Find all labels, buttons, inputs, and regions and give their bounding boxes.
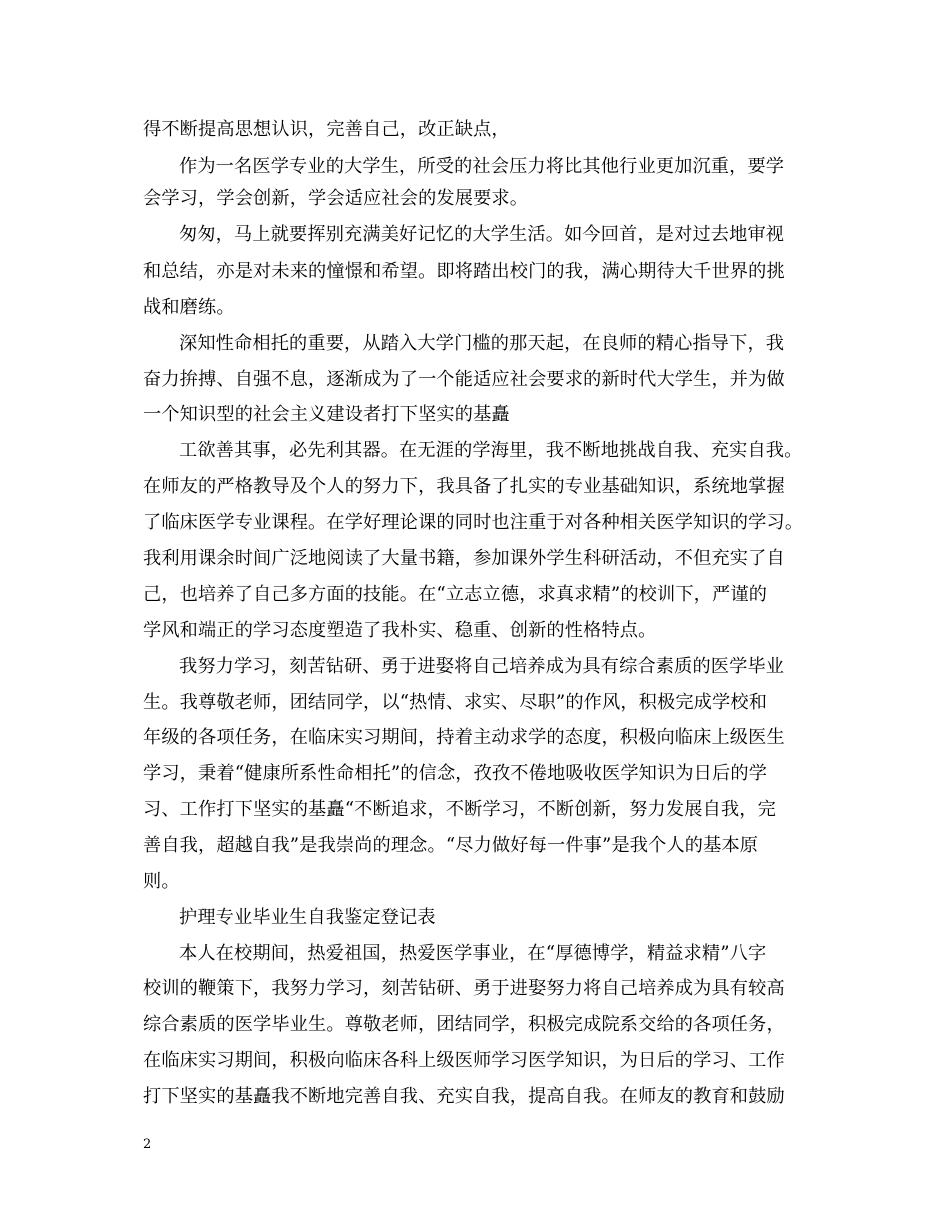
paragraph-first-line: 作为一名医学专业的大学生，所受的社会压力将比其他行业更加沉重，要学 [179,156,785,177]
body-text-line: 则。 [143,871,180,892]
section-heading: 护理专业毕业生自我鉴定登记表 [179,907,436,928]
body-text-line: 得不断提高思想认识，完善自己，改正缺点， [143,119,510,140]
body-text-line: 校训的鞭策下，我努力学习，刻苦钻研、勇于进娶努力将自己培养成为具有较高 [143,978,785,999]
page-number: 2 [143,1137,152,1152]
body-text-line: 年级的各项任务，在临床实习期间，持着主动求学的态度，积极向临床上级医生 [143,727,785,748]
paragraph-first-line: 本人在校期间，热爱祖国，热爱医学事业，在“厚德博学，精益求精”八字 [179,943,767,964]
paragraph-first-line: 深知性命相托的重要，从踏入大学门槛的那天起，在良师的精心指导下，我 [179,333,785,354]
paragraph-first-line: 我努力学习，刻苦钻研、勇于进娶将自己培养成为具有综合素质的医学毕业 [179,656,785,677]
body-text-line: 学风和端正的学习态度塑造了我朴实、稳重、创新的性格特点。 [143,620,657,641]
body-text-line: 在师友的严格教导及个人的努力下，我具备了扎实的专业基础知识，系统地掌握 [143,476,785,497]
body-text-line: 习、工作打下坚实的基矗“不断追求，不断学习，不断创新，努力发展自我，完 [143,799,776,820]
body-text-line: 我利用课余时间广泛地阅读了大量书籍，参加课外学生科研活动，不但充实了自 [143,548,785,569]
paragraph-first-line: 工欲善其事，必先利其器。在无涯的学海里，我不断地挑战自我、充实自我。 [179,440,803,461]
body-text-line: 了临床医学专业课程。在学好理论课的同时也注重于对各种相关医学知识的学习。 [143,512,804,533]
body-text-line: 在临床实习期间，积极向临床各科上级医师学习医学知识，为日后的学习、工作 [143,1050,785,1071]
body-text-line: 己，也培养了自己多方面的技能。在“立志立德，求真求精”的校训下，严谨的 [143,584,768,605]
body-text-line: 会学习，学会创新，学会适应社会的发展要求。 [143,188,529,209]
body-text-line: 一个知识型的社会主义建设者打下坚实的基矗 [143,404,510,425]
body-text-line: 生。我尊敬老师，团结同学，以“热情、求实、尽职”的作风，积极完成学校和 [143,692,768,713]
body-text-line: 综合素质的医学毕业生。尊敬老师，团结同学，积极完成院系交给的各项任务， [143,1014,785,1035]
body-text-line: 和总结，亦是对未来的憧憬和希望。即将踏出校门的我，满心期待大千世界的挑 [143,261,785,282]
paragraph-first-line: 匆匆，马上就要挥别充满美好记忆的大学生活。如今回首，是对过去地审视 [179,224,785,245]
body-text-line: 战和磨练。 [143,297,235,318]
body-text-line: 学习，秉着“健康所系性命相托”的信念，孜孜不倦地吸收医学知识为日后的学 [143,763,768,784]
body-text-line: 善自我，超越自我”是我崇尚的理念。“尽力做好每一件事”是我个人的基本原 [143,835,759,856]
body-text-line: 打下坚实的基矗我不断地完善自我、充实自我，提高自我。在师友的教育和鼓励 [143,1086,785,1107]
body-text-line: 奋力拚搏、自强不息，逐渐成为了一个能适应社会要求的新时代大学生，并为做 [143,369,785,390]
